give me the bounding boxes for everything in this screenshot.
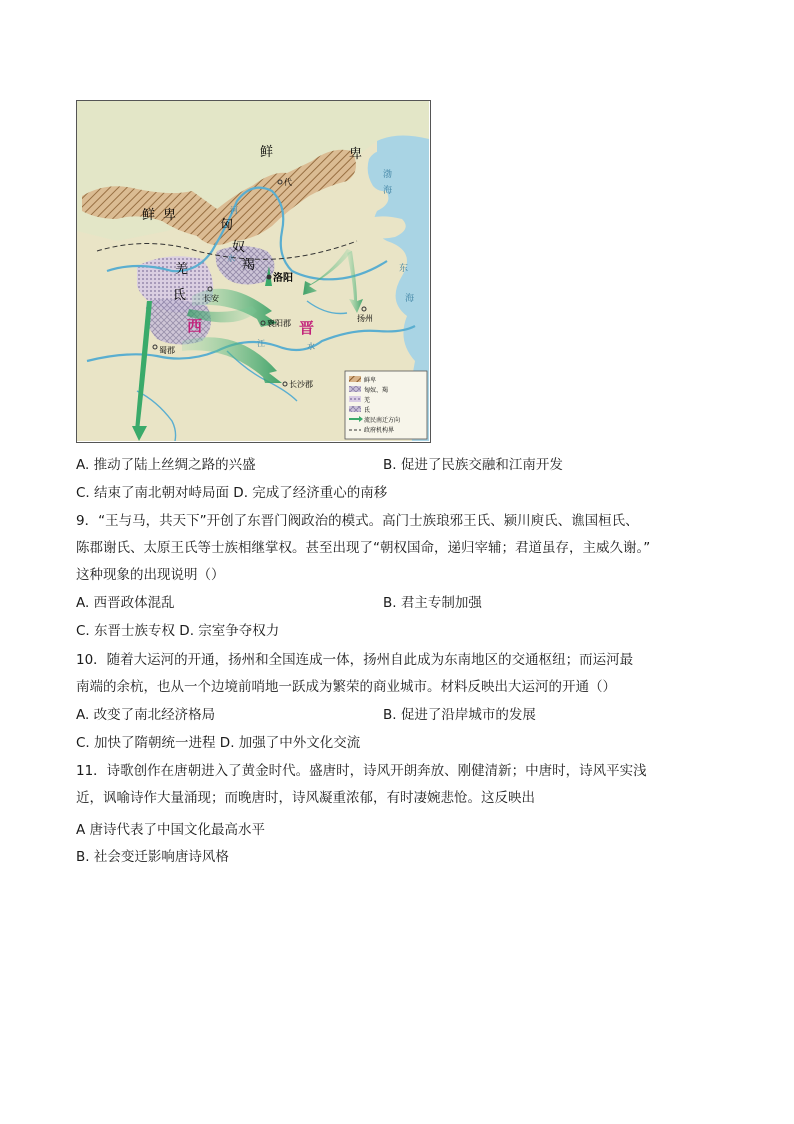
map-label-yangzhou: 扬州 — [357, 314, 373, 323]
q10-stem-line2: 南端的余杭，也从一个边境前哨地一跃成为繁荣的商业城市。材料反映出大运河的开通（） — [76, 679, 616, 695]
map-label-jin: 晋 — [299, 319, 315, 337]
q8-option-cd: C. 结束了南北朝对峙局面 D. 完成了经济重心的南移 — [76, 485, 388, 501]
q9-stem-line1: 9．“王与马，共天下”开创了东晋门阀政治的模式。高门士族琅邪王氏、颍川庾氏、谯国桓氏、 — [76, 513, 639, 529]
map-label-di: 氐 — [173, 288, 187, 303]
map-label-shui2: 水 — [307, 342, 315, 351]
map-label-xian1: 鲜 — [260, 145, 274, 160]
map-label-jie: 羯 — [242, 258, 256, 273]
map-label-bei1: 卑 — [349, 147, 363, 162]
map-label-dai: 代 — [284, 178, 292, 187]
map-label-xi: 西 — [187, 317, 203, 335]
legend-item-border: 政府机构界 — [364, 427, 395, 434]
map-label-bei2: 卑 — [163, 208, 177, 223]
map-label-xiangyang: 襄阳郡 — [267, 319, 291, 328]
q10-stem-line1: 10．随着大运河的开通，扬州和全国连成一体，扬州自此成为东南地区的交通枢纽；而运河最 — [76, 652, 634, 668]
q8-option-a: A. 推动了陆上丝绸之路的兴盛 — [76, 457, 256, 473]
map-label-shui: 水 — [227, 254, 235, 263]
map-label-dong: 东 — [399, 264, 409, 274]
q9-option-cd: C. 东晋士族专权 D. 宗室争夺权力 — [76, 623, 280, 639]
q9-option-a: A. 西晋政体混乱 — [76, 595, 175, 611]
q10-option-a: A. 改变了南北经济格局 — [76, 707, 216, 723]
q9-option-b: B. 君主专制加强 — [383, 595, 482, 611]
map-legend — [345, 371, 427, 439]
map-label-luoyang: 洛阳 — [273, 273, 293, 284]
legend-item-xianbei: 鲜卑 — [364, 377, 377, 384]
q9-stem-line3: 这种现象的出现说明（） — [76, 567, 225, 583]
q11-option-a: A 唐诗代表了中国文化最高水平 — [76, 822, 266, 838]
map-label-changsha: 长沙郡 — [289, 380, 313, 389]
q11-option-b: B. 社会变迁影响唐诗风格 — [76, 849, 229, 865]
map-label-bo: 渤 — [383, 170, 393, 180]
map-label-changan: 长安 — [203, 294, 219, 303]
legend-item-qiang: 羌 — [364, 397, 371, 404]
q8-option-b: B. 促进了民族交融和江南开发 — [383, 457, 563, 473]
map-label-qiang: 羌 — [175, 262, 189, 277]
legend-item-xiongnu: 匈奴、羯 — [364, 387, 389, 394]
q10-option-cd: C. 加快了隋朝统一进程 D. 加强了中外文化交流 — [76, 735, 361, 751]
q11-stem-line1: 11．诗歌创作在唐朝进入了黄金时代。盛唐时，诗风开朗奔放、刚健清新；中唐时，诗风平实浅 — [76, 763, 647, 779]
map-label-jiang: 江 — [257, 339, 265, 348]
legend-item-migration: 流民南迁方向 — [364, 417, 401, 424]
q11-stem-line2: 近，讽喻诗作大量涌现；而晚唐时，诗风凝重浓郁，有时凄婉悲怆。这反映出 — [76, 790, 535, 806]
map-label-xian2: 鲜 — [142, 208, 156, 223]
legend-item-di: 氐 — [364, 407, 371, 414]
map-label-hai1: 海 — [383, 186, 393, 196]
migration-map — [77, 101, 429, 441]
map-label-he: 河 — [230, 206, 238, 215]
map-label-hai2: 海 — [405, 294, 415, 304]
map-label-xiong: 匈 — [220, 218, 234, 233]
map-figure — [76, 100, 431, 443]
map-label-shujun: 蜀郡 — [159, 346, 175, 355]
q10-option-b: B. 促进了沿岸城市的发展 — [383, 707, 536, 723]
map-label-nu: 奴 — [232, 240, 246, 255]
q9-stem-line2: 陈郡谢氏、太原王氏等士族相继掌权。甚至出现了“朝权国命，递归宰辅；君道虽存，主威久谢。” — [76, 540, 651, 556]
